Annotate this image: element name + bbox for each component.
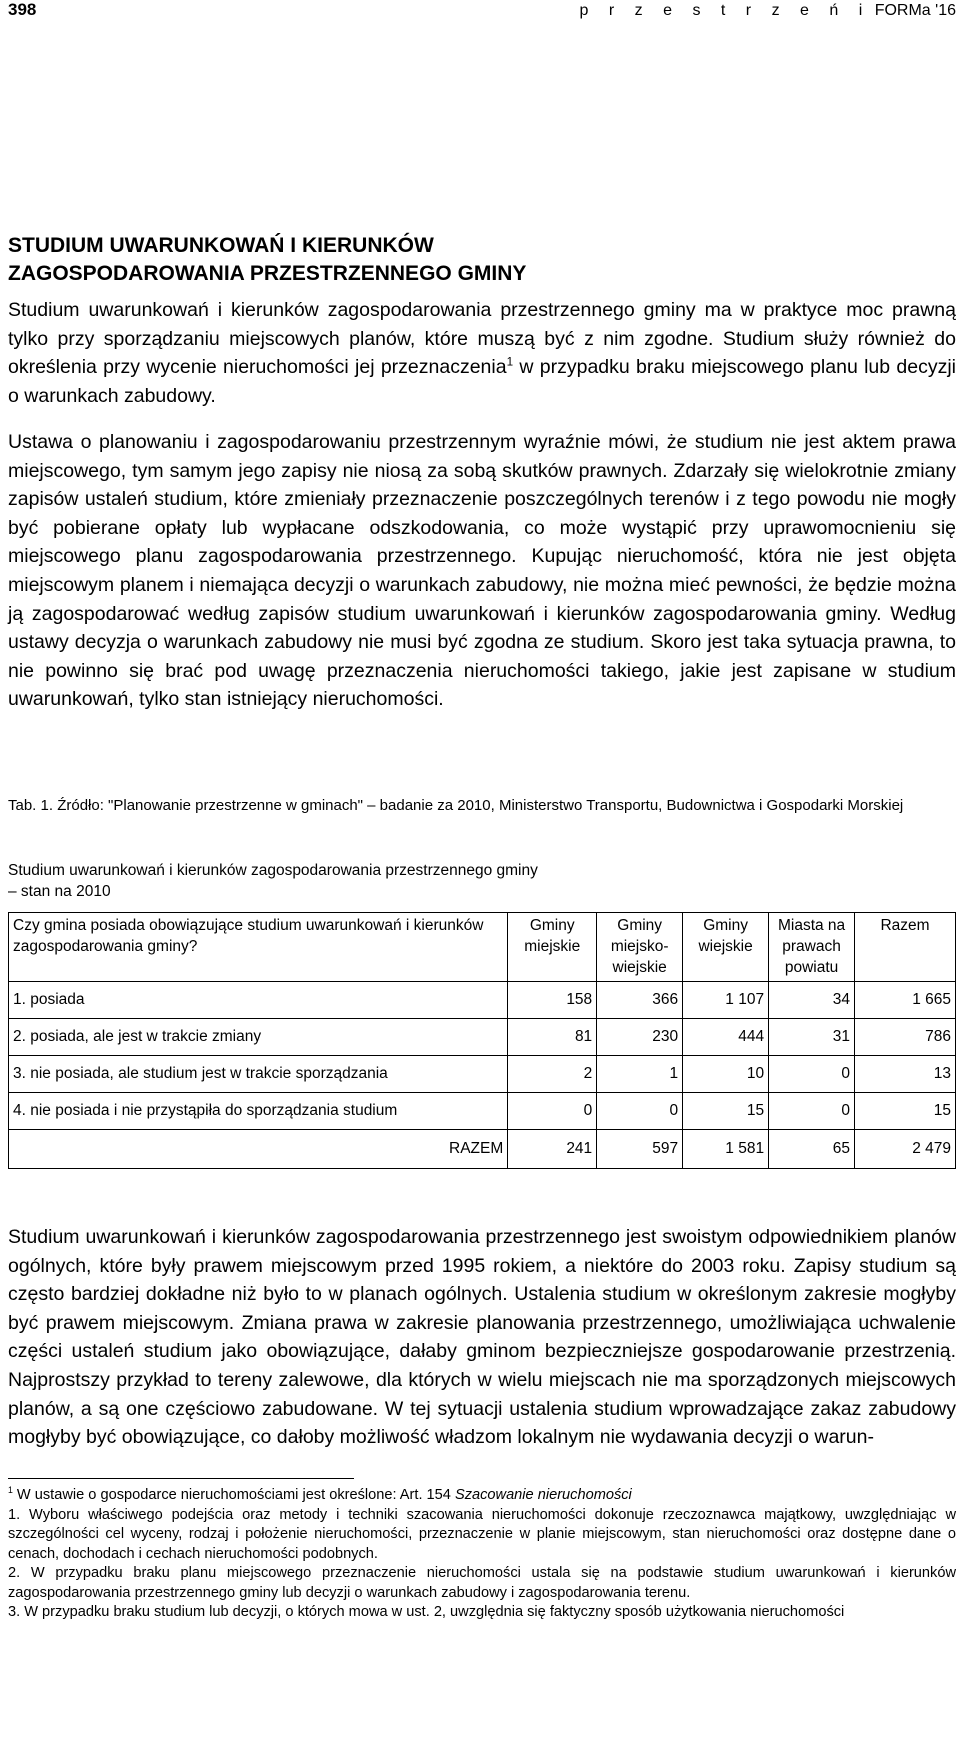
table-header-question: Czy gmina posiada obowiązujące studium uwarunkowań i kierunków zagospodarowania gminy? bbox=[9, 913, 508, 982]
footnote-1-text: W ustawie o gospodarce nieruchomościami jest określone: Art. 154 bbox=[12, 1487, 455, 1503]
running-header bbox=[8, 0, 956, 24]
paragraph-1-text-end: w przypadku braku miejscowego planu lub decyzji o warunkach zabudowy. bbox=[8, 356, 957, 407]
table-cell: 15 bbox=[855, 1093, 956, 1130]
table-caption: Tab. 1. Źródło: "Planowanie przestrzenne w gminach" – badanie za 2010, Ministerstwo Transportu, Budownictwa i Gospodarki Morskiej bbox=[8, 797, 904, 814]
page-number: 398 bbox=[8, 0, 37, 19]
table-cell: 65 bbox=[769, 1130, 855, 1169]
table-cell: 15 bbox=[683, 1093, 769, 1130]
table-title bbox=[8, 860, 708, 902]
data-table bbox=[8, 912, 956, 1169]
footnotes bbox=[8, 1486, 956, 1623]
table-cell: 0 bbox=[769, 1093, 855, 1130]
table-cell: 31 bbox=[769, 1019, 855, 1056]
table-row-label: 2. posiada, ale jest w trakcie zmiany bbox=[9, 1019, 508, 1056]
journal-title-spaced: p r z e s t r z e ń i bbox=[579, 2, 871, 19]
section-heading-line1: STUDIUM UWARUNKOWAŃ I KIERUNKÓW bbox=[8, 234, 434, 257]
journal-title-name: FORMa '16 bbox=[874, 2, 956, 19]
paragraph-2: Ustawa o planowaniu i zagospodarowaniu przestrzennym wyraźnie mówi, że studium nie jest aktem prawa miejscowego, tym samym jego zapisy nie niosą za sobą skutków prawnych. Zdarzały się wielokrotnie zmiany zapisów ustaleń studium, które zmieniały przeznaczenie poszczególnych terenów i z tego powodu nie mogły być pobierane opłaty lub wypłacane odszkodowania, co może wystąpić przy uprawomocnieniu się miejscowego planu zagospodarowania przestrzennego. Kupując nieruchomość, która nie jest objęta miejscowym planem i niemająca decyzji o warunkach zabudowy, nie można mieć pewności, że będzie można ją zagospodarować według zapisów studium uwarunkowań i kierunków zagospodarowania gminy. Według ustawy decyzja o warunkach zabudowy nie musi być zgodna ze studium. Skoro jest taka sytuacja prawna, to nie powinno się brać pod uwagę przeznaczenia nieruchomości takiego, jakie jest zapisane w studium uwarunkowań, tylko stan istniejący nieruchomości. bbox=[8, 431, 956, 711]
footnote-ref-1[interactable]: 1 bbox=[506, 355, 514, 369]
journal-title bbox=[580, 2, 956, 20]
table-cell: 241 bbox=[508, 1130, 597, 1169]
table-cell: 2 479 bbox=[855, 1130, 956, 1169]
paragraph-3: Studium uwarunkowań i kierunków zagospodarowania przestrzennego jest swoistym odpowiednikiem planów ogólnych, które były prawem miejscowym przed 1995 rokiem, a niektóre do 2003 roku. Zapisy studium są często bardziej dokładne niż było to w planach ogólnych. Ustalenia studium w określonym zakresie mogłyby być prawem miejscowym. Zmiana prawa w zakresie planowania przestrzennego, umożliwiająca uchwalenie części ustaleń studium jako obowiązujące, dałaby gminom bezpieczniejsze gospodarowanie przestrzenią. Najprostszy przykład to tereny zalewowe, dla których w wielu miejscach nie ma sporządzonych miejscowych planów, a są one częściowo zabudowane. W tej sytuacji ustalenia studium wprowadzające zakaz zabudowy mogłyby być obowiązujące, co dałoby możliwość władzom lokalnym nie wydawania decyzji o warun- bbox=[8, 1226, 956, 1449]
table-cell: 158 bbox=[508, 982, 597, 1019]
table-row bbox=[9, 1093, 956, 1130]
table-cell: 81 bbox=[508, 1019, 597, 1056]
section-heading bbox=[8, 232, 956, 288]
footnote-1-italic: Szacowanie nieruchomości bbox=[454, 1487, 632, 1503]
table-total-row bbox=[9, 1130, 956, 1169]
table-title-line1: Studium uwarunkowań i kierunków zagospodarowania przestrzennego gminy bbox=[8, 862, 538, 879]
footnote-item-1: 1. Wyboru właściwego podejścia oraz metody i techniki szacowania nieruchomości dokonuje rzeczoznawca majątkowy, uwzględniając w szczególności cel wyceny, rodzaj i położenie nieruchomości, przeznaczenie w planie miejscowym, stan nieruchomości oraz dostępne dane o cenach, dochodach i cechach nieruchomości podobnych. bbox=[8, 1506, 956, 1562]
footnote-item-2: 2. W przypadku braku planu miejscowego przeznaczenie nieruchomości ustala się na podstawie studium uwarunkowań i kierunków zagospodarowania przestrzennego gminy lub decyzji o warunkach zabudowy i zagospodarowania terenu. bbox=[8, 1565, 956, 1601]
paragraph-1 bbox=[8, 296, 956, 410]
table-row-label: 4. nie posiada i nie przystąpiła do sporządzania studium bbox=[9, 1093, 508, 1130]
table-cell: 786 bbox=[855, 1019, 956, 1056]
table-cell: 597 bbox=[597, 1130, 683, 1169]
footnote-1 bbox=[8, 1486, 956, 1506]
table-row bbox=[9, 1056, 956, 1093]
table-title-line2: – stan na 2010 bbox=[8, 883, 111, 900]
table-cell: 34 bbox=[769, 982, 855, 1019]
table-header-col: Razem bbox=[855, 913, 956, 982]
table-cell: 1 bbox=[597, 1056, 683, 1093]
table-cell: 0 bbox=[597, 1093, 683, 1130]
table-total-label: RAZEM bbox=[9, 1130, 508, 1169]
table-cell: 10 bbox=[683, 1056, 769, 1093]
table-cell: 366 bbox=[597, 982, 683, 1019]
table-cell: 2 bbox=[508, 1056, 597, 1093]
table-cell: 13 bbox=[855, 1056, 956, 1093]
footnote-item-3: 3. W przypadku braku studium lub decyzji, o których mowa w ust. 2, uwzględnia się faktyczny sposób użytkowania nieruchomości bbox=[8, 1604, 845, 1620]
table-header-col: Miasta na prawach powiatu bbox=[769, 913, 855, 982]
table-cell: 1 581 bbox=[683, 1130, 769, 1169]
section-heading-line2: ZAGOSPODAROWANIA PRZESTRZENNEGO GMINY bbox=[8, 262, 527, 285]
table-cell: 444 bbox=[683, 1019, 769, 1056]
table-cell: 0 bbox=[769, 1056, 855, 1093]
table-cell: 0 bbox=[508, 1093, 597, 1130]
footnote-1-number: 1 bbox=[8, 1485, 13, 1496]
footnote-divider bbox=[8, 1478, 354, 1479]
table-cell: 230 bbox=[597, 1019, 683, 1056]
table-row-label: 3. nie posiada, ale studium jest w trakcie sporządzania bbox=[9, 1056, 508, 1093]
table-row bbox=[9, 982, 956, 1019]
table-header-col: Gminy wiejskie bbox=[683, 913, 769, 982]
table-row bbox=[9, 1019, 956, 1056]
table-header-col: Gminy miejsko-wiejskie bbox=[597, 913, 683, 982]
table-row-label: 1. posiada bbox=[9, 982, 508, 1019]
table-header-col: Gminy miejskie bbox=[508, 913, 597, 982]
table-cell: 1 665 bbox=[855, 982, 956, 1019]
table-cell: 1 107 bbox=[683, 982, 769, 1019]
table-header-row bbox=[9, 913, 956, 982]
paragraph-1-text: Studium uwarunkowań i kierunków zagospodarowania przestrzennego gminy ma w praktyce moc prawną tylko przy sporządzaniu miejscowych planów, które muszą być z nim zgodne. Studium służy również do określenia przy wycenie nieruchomości jej przeznaczenia bbox=[8, 299, 956, 378]
